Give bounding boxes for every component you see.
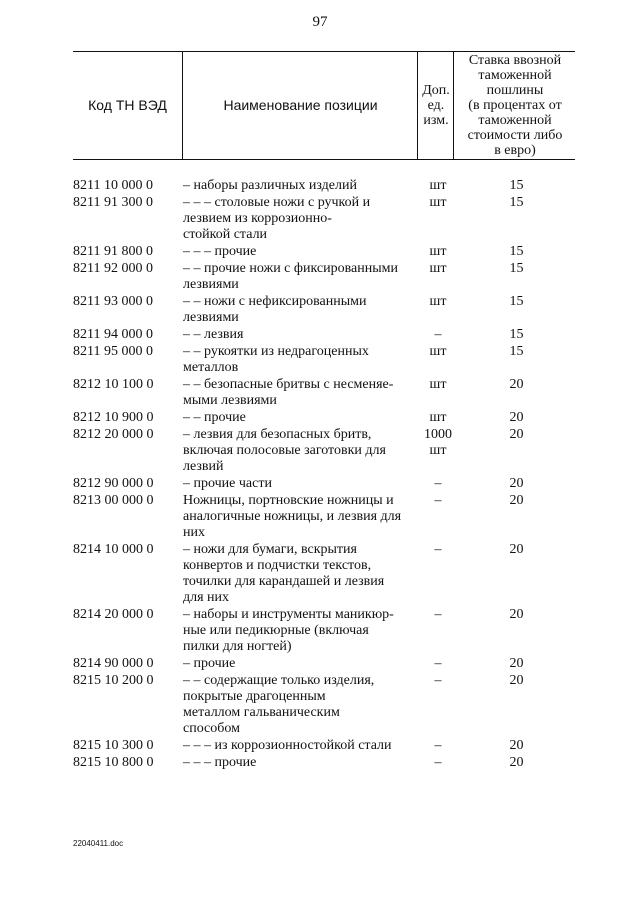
row-name: – – – столовые ножи с ручкой и лезвием из коррозионно- стойкой стали [183, 195, 371, 242]
row-rate: 15 [509, 244, 524, 259]
row-name: – лезвия для безопасных бритв, включая полосовые заготовки для лезвий [183, 427, 386, 474]
row-unit: – [434, 755, 442, 770]
row-code: 8214 90 000 0 [73, 656, 154, 671]
row-code: 8211 92 000 0 [73, 261, 153, 276]
row-name: Ножницы, портновские ножницы и аналогичные ножницы, и лезвия для них [183, 493, 402, 540]
row-name: – – – из коррозионностойкой стали [183, 738, 392, 753]
row-name: – наборы и инструменты маникюр- ные или педикюрные (включая пилки для ногтей) [183, 607, 394, 654]
row-unit: шт [429, 344, 447, 359]
row-unit: шт [429, 294, 447, 309]
header-name-label: Наименование позиции [223, 97, 378, 113]
table-header [73, 51, 575, 160]
table-row [73, 656, 575, 672]
header-code [73, 52, 182, 159]
row-name: – прочие части [183, 476, 272, 491]
row-unit: шт [429, 178, 447, 193]
row-code: 8215 10 800 0 [73, 755, 154, 770]
row-rate: 15 [509, 261, 524, 276]
row-rate: 20 [509, 377, 524, 392]
table-row [73, 427, 575, 475]
table-row [73, 195, 575, 243]
table-row [73, 607, 575, 655]
page-number: 97 [312, 14, 328, 30]
row-unit: шт [429, 195, 447, 210]
row-code: 8215 10 200 0 [73, 673, 154, 688]
row-unit: – [434, 327, 442, 342]
row-unit: – [434, 738, 442, 753]
table-row [73, 327, 575, 343]
row-rate: 15 [509, 178, 524, 193]
row-name: – – лезвия [183, 327, 244, 342]
row-code: 8211 10 000 0 [73, 178, 153, 193]
row-code: 8214 10 000 0 [73, 542, 154, 557]
row-code: 8214 20 000 0 [73, 607, 154, 622]
row-code: 8212 10 900 0 [73, 410, 154, 425]
table-row [73, 493, 575, 541]
row-rate: 20 [509, 493, 524, 508]
header-rate [453, 52, 576, 159]
row-name: – наборы различных изделий [183, 178, 357, 193]
table-row [73, 377, 575, 409]
row-rate: 20 [509, 738, 524, 753]
row-rate: 20 [509, 755, 524, 770]
row-code: 8211 95 000 0 [73, 344, 153, 359]
row-name: – ножи для бумаги, вскрытия конвертов и подчистки текстов, точилки для карандашей и лезвия для них [183, 542, 385, 605]
row-unit: – [434, 476, 442, 491]
table-row [73, 261, 575, 293]
row-rate: 20 [509, 673, 524, 688]
row-code: 8211 91 300 0 [73, 195, 153, 210]
table-row [73, 673, 575, 737]
header-code-label: Код ТН ВЭД [88, 97, 167, 113]
table-row [73, 542, 575, 606]
row-name: – – безопасные бритвы с несменяе- мыми лезвиями [183, 377, 394, 408]
row-name: – – содержащие только изделия, покрытые драгоценным металлом гальваническим способом [183, 673, 375, 736]
row-name: – прочие [183, 656, 236, 671]
row-unit: шт [429, 377, 447, 392]
table-row [73, 244, 575, 260]
row-unit: – [434, 656, 442, 671]
row-name: – – прочие ножи с фиксированными лезвиями [183, 261, 399, 292]
row-code: 8213 00 000 0 [73, 493, 154, 508]
row-name: – – ножи с нефиксированными лезвиями [183, 294, 367, 325]
header-unit [417, 52, 454, 159]
row-name: – – – прочие [183, 244, 257, 259]
row-rate: 15 [509, 294, 524, 309]
row-code: 8211 93 000 0 [73, 294, 153, 309]
table-row [73, 294, 575, 326]
row-unit: – [434, 607, 442, 622]
row-rate: 20 [509, 542, 524, 557]
header-name [182, 52, 418, 159]
row-rate: 15 [509, 195, 524, 210]
row-name: – – – прочие [183, 755, 257, 770]
row-unit: шт [429, 261, 447, 276]
row-unit: – [434, 493, 442, 508]
table-row [73, 344, 575, 376]
row-rate: 20 [509, 427, 524, 442]
row-rate: 20 [509, 656, 524, 671]
header-rate-label: Ставка ввозной таможенной пошлины (в процентах от таможенной стоимости либо в евро) [467, 53, 563, 158]
row-name: – – рукоятки из недрагоценных металлов [183, 344, 369, 375]
row-code: 8215 10 300 0 [73, 738, 154, 753]
row-unit: 1000 шт [424, 427, 452, 458]
row-unit: шт [429, 244, 447, 259]
row-code: 8212 90 000 0 [73, 476, 154, 491]
row-rate: 20 [509, 607, 524, 622]
row-rate: 15 [509, 327, 524, 342]
row-rate: 20 [509, 410, 524, 425]
tariff-table-body [73, 178, 575, 772]
row-code: 8212 20 000 0 [73, 427, 154, 442]
row-code: 8211 91 800 0 [73, 244, 153, 259]
table-row [73, 738, 575, 754]
table-row [73, 178, 575, 194]
row-unit: – [434, 673, 442, 688]
header-unit-label: Доп. ед. изм. [422, 83, 450, 128]
row-code: 8211 94 000 0 [73, 327, 153, 342]
table-row [73, 476, 575, 492]
footer-filename: 22040411.doc [73, 839, 124, 848]
row-rate: 20 [509, 476, 524, 491]
table-row [73, 410, 575, 426]
row-code: 8212 10 100 0 [73, 377, 154, 392]
row-unit: шт [429, 410, 447, 425]
row-unit: – [434, 542, 442, 557]
row-rate: 15 [509, 344, 524, 359]
table-row [73, 755, 575, 771]
row-name: – – прочие [183, 410, 246, 425]
